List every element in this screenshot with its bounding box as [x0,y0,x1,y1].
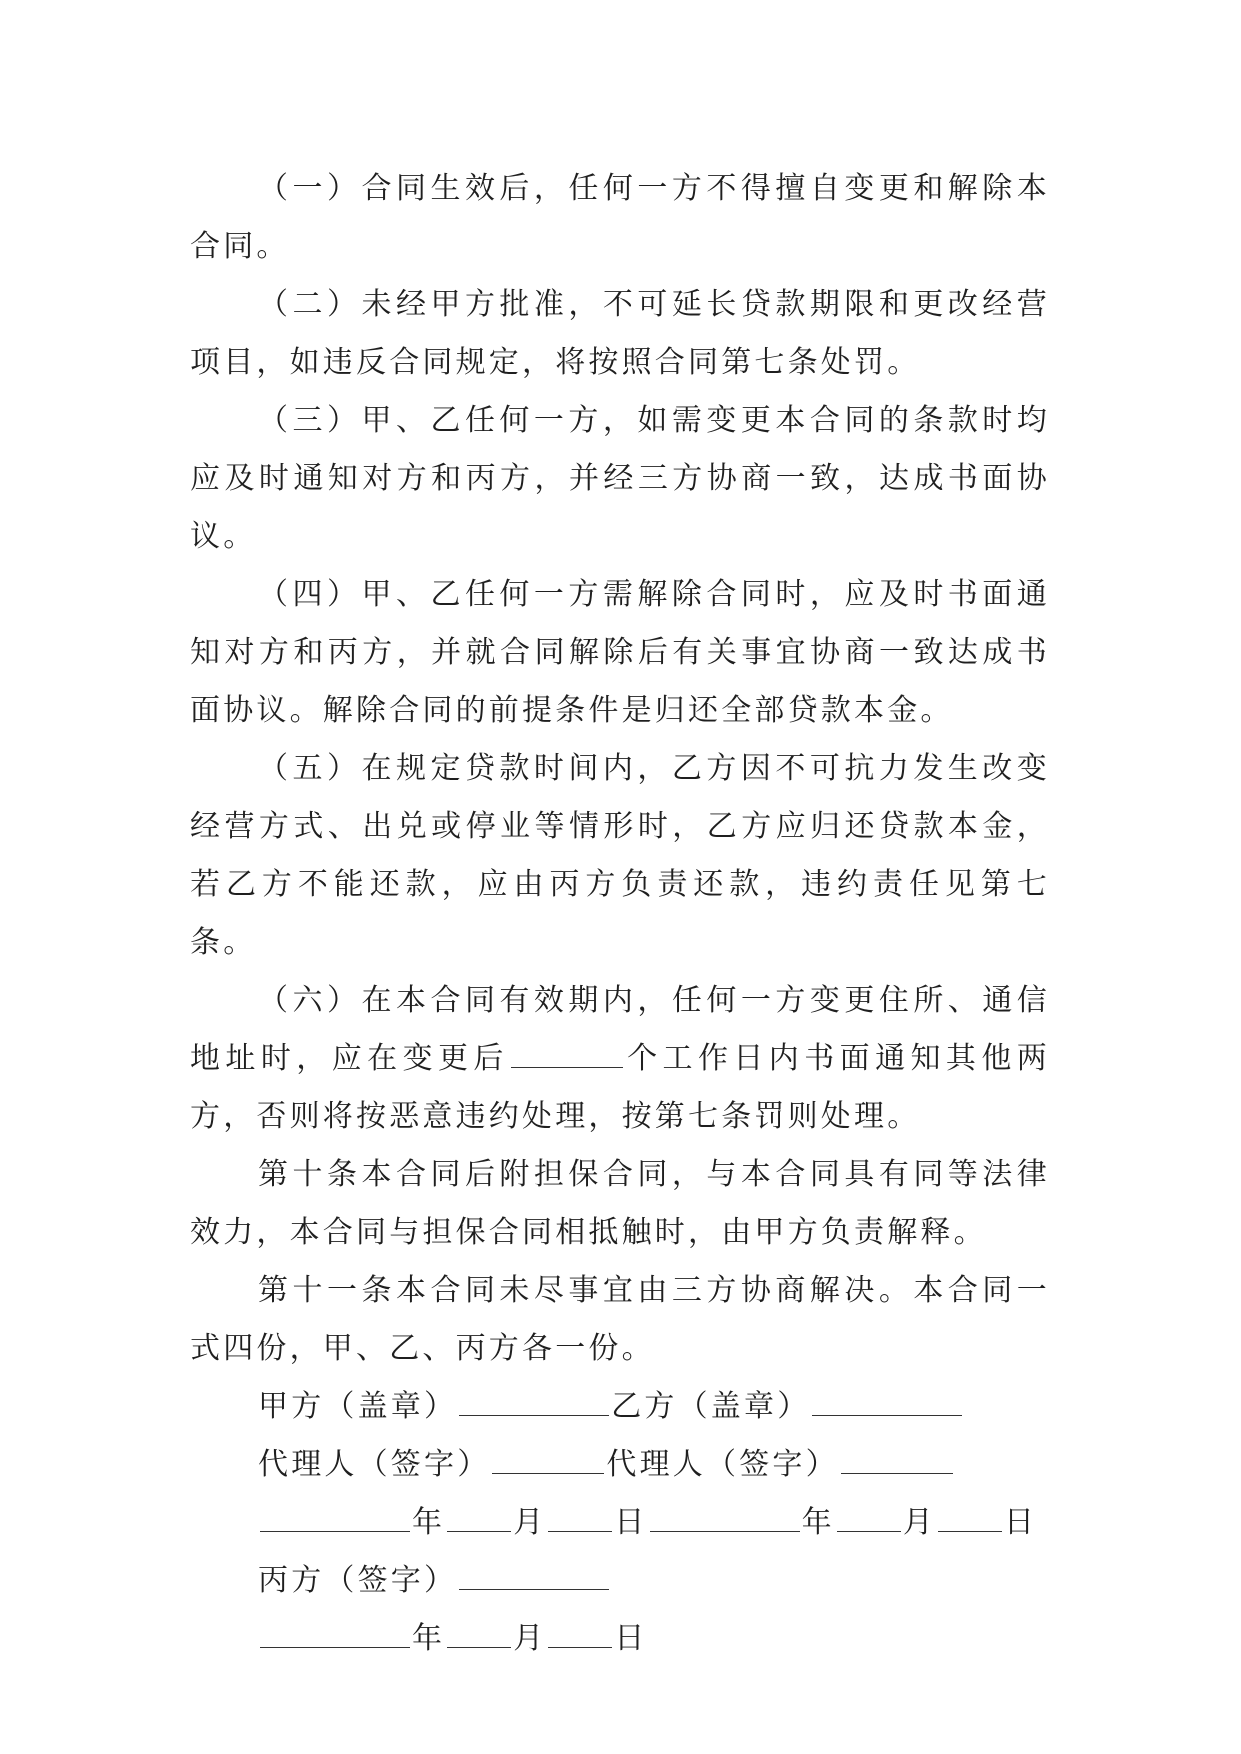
year-label: 年 [412,1621,446,1656]
contract-body [190,160,1050,1668]
clause-6-after: 个工作日内书面通知其他两方，否则将按恶意违约处理，按第七条罚则处理。 [190,1041,1050,1134]
day-blank-c[interactable] [548,1613,612,1648]
clause-1: （一）合同生效后，任何一方不得擅自变更和解除本合同。 [190,171,1050,264]
year-label: 年 [801,1505,835,1540]
party-a-seal-blank[interactable] [459,1381,609,1416]
article-10: 第十条本合同后附担保合同，与本合同具有同等法律效力，本合同与担保合同相抵触时，由甲方负责解释。 [190,1157,1050,1250]
party-c-line [258,1552,1050,1610]
day-label: 日 [1004,1505,1038,1540]
agent-b-label: 代理人（签字） [606,1447,839,1482]
article-11: 第十一条本合同未尽事宜由三方协商解决。本合同一式四份，甲、乙、丙方各一份。 [190,1273,1050,1366]
clause-6-before: （六）在本合同有效期内，任何一方变更住所、通信地址时，应在变更后 [190,983,1050,1076]
party-b-seal-blank[interactable] [812,1381,962,1416]
month-blank-c[interactable] [447,1613,511,1648]
month-label: 月 [513,1505,547,1540]
year-label: 年 [412,1505,446,1540]
day-label: 日 [614,1621,648,1656]
signature-block [258,1378,1050,1668]
agent-line [258,1436,1050,1494]
day-label: 日 [614,1505,648,1540]
party-c-sign-label: 丙方（签字） [258,1563,458,1598]
party-c-sign-blank[interactable] [459,1555,609,1590]
date-line-c [258,1610,1050,1668]
agent-b-blank[interactable] [841,1439,953,1474]
month-label: 月 [513,1621,547,1656]
year-blank-a[interactable] [260,1497,410,1532]
days-blank[interactable] [511,1033,623,1068]
day-blank-b[interactable] [938,1497,1002,1532]
seal-line [258,1378,1050,1436]
clause-6 [190,972,1050,1146]
month-blank-b[interactable] [837,1497,901,1532]
party-a-seal-label: 甲方（盖章） [258,1389,458,1424]
clause-4: （四）甲、乙任何一方需解除合同时，应及时书面通知对方和丙方，并就合同解除后有关事宜协商一致达成书面协议。解除合同的前提条件是归还全部贷款本金。 [190,577,1050,728]
agent-a-label: 代理人（签字） [258,1447,491,1482]
party-b-seal-label: 乙方（盖章） [611,1389,811,1424]
clause-5: （五）在规定贷款时间内，乙方因不可抗力发生改变经营方式、出兑或停业等情形时，乙方应归还贷款本金，若乙方不能还款，应由丙方负责还款，违约责任见第七条。 [190,751,1050,960]
year-blank-c[interactable] [260,1613,410,1648]
date-line-ab [258,1494,1050,1552]
agent-a-blank[interactable] [492,1439,604,1474]
month-label: 月 [902,1505,937,1540]
clause-2: （二）未经甲方批准，不可延长贷款期限和更改经营项目，如违反合同规定，将按照合同第七条处罚。 [190,287,1050,380]
clause-3: （三）甲、乙任何一方，如需变更本合同的条款时均应及时通知对方和丙方，并经三方协商一致，达成书面协议。 [190,403,1050,554]
day-blank-a[interactable] [548,1497,612,1532]
month-blank-a[interactable] [447,1497,511,1532]
year-blank-b[interactable] [650,1497,800,1532]
